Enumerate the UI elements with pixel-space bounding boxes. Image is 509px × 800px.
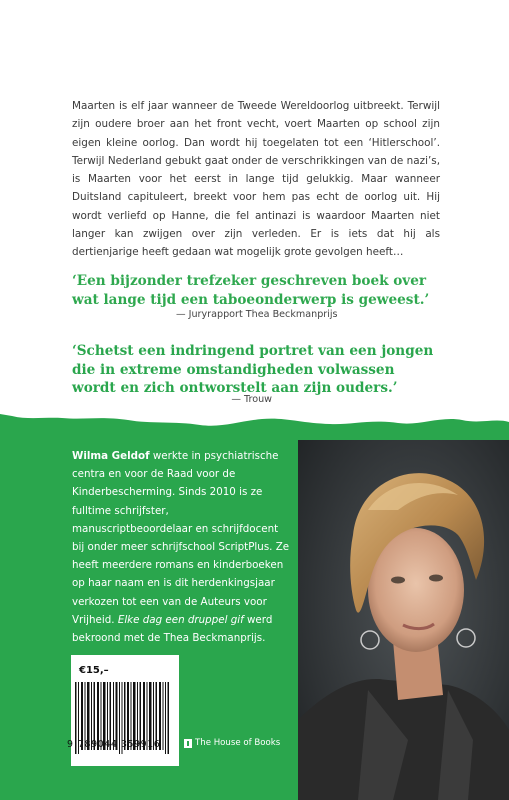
review-quote-1: ‘Een bijzonder trefzeker geschreven boek over wat lange tijd een taboeonderwerp is geweest.’ <box>72 273 430 308</box>
bio-text-part1: werkte in psychiatrische centra en voor de Raad voor de Kinderbescherming. Sinds 2010 is ze fulltime schrijfster, manuscriptbeoordelaar en schrijfdocent bij onder meer schrijfschool ScriptPlus. Ze heeft meerdere romans en kinderboeken op haar naam en is dit herdenkingsjaar verkozen tot een van de Auteurs voor Vrijheid. <box>72 450 290 626</box>
author-photo <box>298 440 509 800</box>
isbn-digits: 789044 359916 <box>78 739 161 750</box>
review-attribution-1: — Juryrapport Thea Beckmanprijs <box>176 309 338 320</box>
isbn-lead-digit: 9 <box>67 739 74 750</box>
bio-text-part2: werd bekroond met de Thea Beckmanprijs. <box>72 613 273 645</box>
book-title: Elke dag een druppel gif <box>117 613 244 626</box>
author-bio <box>72 447 290 647</box>
author-name: Wilma Geldof <box>72 450 150 462</box>
blurb-text: Maarten is elf jaar wanneer de Tweede Wereldoorlog uitbreekt. Terwijl zijn oudere broer aan het front vecht, voert Maarten op school zijn eigen kleine oorlog. Dan wordt hij toegelaten tot een ‘Hitlerschool’. Terwijl Nederland gebukt gaat onder de verschrikkingen van de nazi’s, is Maarten voor het eerst in lange tijd gelukkig. Maar wanneer Duitsland capituleert, breekt voor hem pas echt de oorlog uit. Hij wordt verliefd op Hanne, die fel antinazi is waardoor Maarten niet langer kan zwijgen over zijn verleden. Er is iets dat hij als dertienjarige heeft gedaan wat mogelijk grote gevolgen heeft… <box>72 100 440 259</box>
publisher-logo-icon <box>184 739 192 748</box>
publisher-name: The House of Books <box>195 738 281 748</box>
review-quote-2: ‘Schetst een indringend portret van een jongen die in extreme omstandigheden volwassen wordt en zich ontworstelt aan zijn ouders.’ <box>72 343 434 396</box>
review-attribution-2: — Trouw <box>231 394 272 405</box>
price-label: €15,– <box>79 665 109 676</box>
publisher <box>184 738 280 748</box>
